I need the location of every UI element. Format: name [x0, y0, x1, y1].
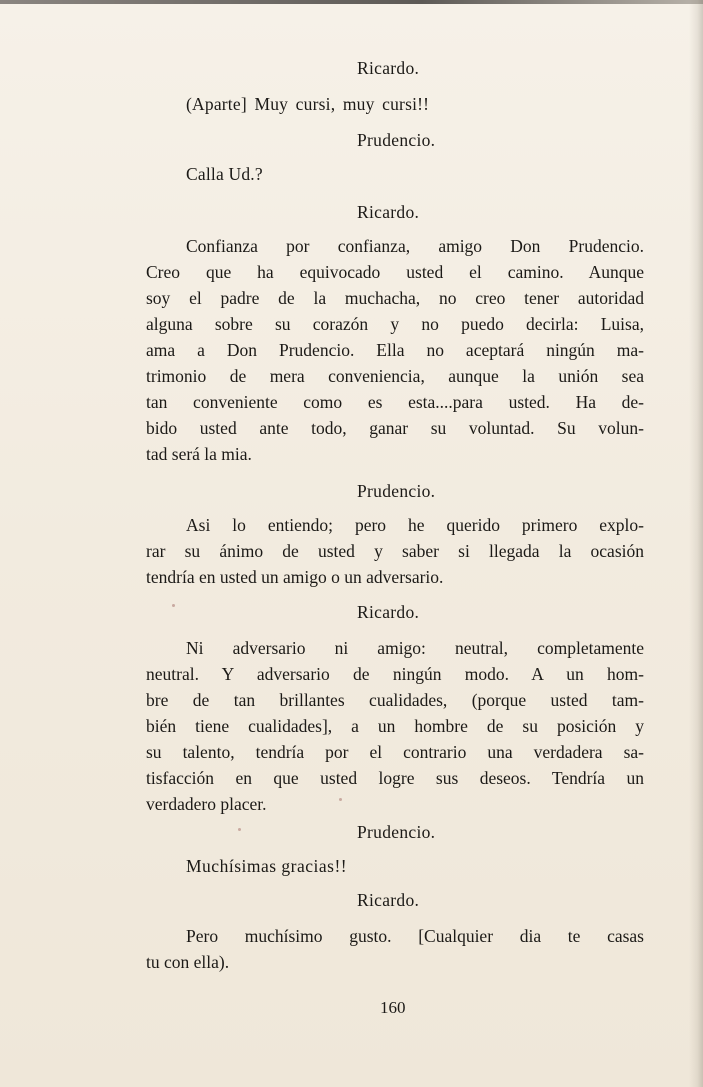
paper-speck	[172, 604, 175, 607]
paragraph-line: tendría en usted un amigo o un adversario.	[146, 567, 444, 587]
paragraph-line: tu con ella).	[146, 952, 230, 972]
paragraph-line: bién tiene cualidades], a un hombre de su posición y	[146, 716, 644, 736]
paragraph-line: Pero muchísimo gusto. [Cualquier dia te casas	[186, 926, 644, 946]
paragraph-line: Creo que ha equivocado usted el camino. Aunque	[146, 262, 644, 282]
speaker-name: Prudencio.	[357, 822, 436, 842]
paper-speck	[238, 828, 241, 831]
paragraph-line: Ni adversario ni amigo: neutral, completamente	[186, 638, 644, 658]
paragraph-line: alguna sobre su corazón y no puedo decirla: Luisa,	[146, 314, 644, 334]
speaker-name: Prudencio.	[357, 481, 436, 501]
speaker-name: Ricardo.	[357, 202, 420, 222]
paragraph-line: rar su ánimo de usted y saber si llegada la ocasión	[146, 541, 644, 561]
paragraph-line: tan conveniente como es esta....para usted. Ha de-	[146, 392, 644, 412]
dialogue-line: Muchísimas gracias!!	[186, 856, 348, 876]
paragraph-line: su talento, tendría por el contrario una verdadera sa-	[146, 742, 644, 762]
speaker-name: Ricardo.	[357, 58, 420, 78]
paragraph-line: bido usted ante todo, ganar su voluntad. Su volun-	[146, 418, 644, 438]
speaker-name: Ricardo.	[357, 602, 420, 622]
paragraph-line: Asi lo entiendo; pero he querido primero explo-	[186, 515, 644, 535]
paragraph-line: verdadero placer.	[146, 794, 267, 814]
top-edge-rule	[0, 0, 703, 4]
paragraph-line: ama a Don Prudencio. Ella no aceptará ningún ma-	[146, 340, 644, 360]
stage-direction-line: (Aparte] Muy cursi, muy cursi!!	[186, 94, 430, 114]
page-number: 160	[380, 998, 406, 1017]
paper-speck	[339, 798, 342, 801]
paragraph-line: neutral. Y adversario de ningún modo. A un hom-	[146, 664, 644, 684]
paragraph-line: soy el padre de la muchacha, no creo tener autoridad	[146, 288, 644, 308]
paragraph-line: Confianza por confianza, amigo Don Prudencio.	[186, 236, 644, 256]
speaker-name: Ricardo.	[357, 890, 420, 910]
speaker-name: Prudencio.	[357, 130, 436, 150]
paragraph-line: tisfacción en que usted logre sus deseos. Tendría un	[146, 768, 644, 788]
paragraph-line: bre de tan brillantes cualidades, (porque usted tam-	[146, 690, 644, 710]
dialogue-line: Calla Ud.?	[186, 164, 263, 184]
paragraph-line: tad será la mia.	[146, 444, 252, 464]
paragraph-line: trimonio de mera conveniencia, aunque la unión sea	[146, 366, 644, 386]
page-edge-shadow	[689, 0, 703, 1087]
